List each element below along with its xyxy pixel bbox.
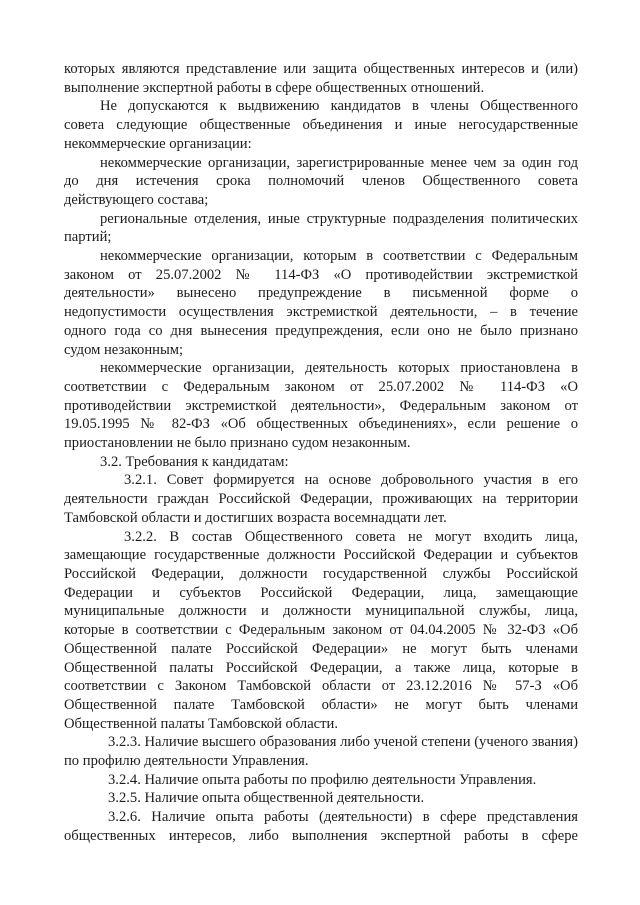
- text-line-16: судом незаконным;: [64, 341, 184, 358]
- text-line-38: по профилю деятельности Управления.: [64, 753, 309, 770]
- text-line-26: 3.2.2. В состав Общественного совета не могут входить лица,: [124, 528, 578, 545]
- text-line-15: одного года со дня вынесения предупреждения, если оно не было признано: [64, 322, 578, 339]
- text-line-21: приостановлении не было признано судом незаконным.: [64, 435, 411, 452]
- text-line-7: до дня истечения срока полномочий членов Общественного совета: [64, 173, 578, 190]
- text-line-32: Общественной палате Российской Федерации» не могут быть членами: [64, 640, 578, 657]
- text-line-36: Общественной палаты Тамбовской области.: [64, 715, 338, 732]
- text-line-33: Общественной палаты Российской Федерации, а также лица, которые в: [64, 659, 578, 676]
- text-line-13: деятельности» вынесено предупреждение в письменной форме о: [64, 285, 578, 302]
- text-line-6: некоммерческие организации, зарегистрированные менее чем за один год: [100, 154, 578, 171]
- text-line-39: 3.2.4. Наличие опыта работы по профилю деятельности Управления.: [108, 771, 537, 788]
- text-line-42: общественных интересов, либо выполнения экспертной работы в сфере: [64, 827, 578, 844]
- text-line-17: некоммерческие организации, деятельность которых приостановлена в: [100, 360, 578, 377]
- text-line-27: замещающие государственные должности Российской Федерации и субъектов: [64, 547, 578, 564]
- text-line-18: соответствии с Федеральным законом от 25.07.2002 № 114-ФЗ «О: [64, 378, 578, 395]
- text-line-30: муниципальные должности и должности муниципальной службы, лица,: [64, 603, 578, 620]
- text-line-19: противодействии экстремисткой деятельности», Федеральным законом от: [64, 397, 578, 414]
- text-line-25: Тамбовской области и достигших возраста восемнадцати лет.: [64, 509, 447, 526]
- text-line-41: 3.2.6. Наличие опыта работы (деятельности) в сфере представления: [108, 809, 578, 826]
- text-line-20: 19.05.1995 № 82-ФЗ «Об общественных объединениях», если решение о: [64, 416, 578, 433]
- text-line-23: 3.2.1. Совет формируется на основе добровольного участия в его: [124, 472, 578, 489]
- text-line-9: региональные отделения, иные структурные подразделения политических: [100, 210, 578, 227]
- text-line-37: 3.2.3. Наличие высшего образования либо ученой степени (ученого звания): [108, 734, 578, 751]
- text-line-22: 3.2. Требования к кандидатам:: [100, 453, 289, 470]
- text-line-5: некоммерческие организации:: [64, 135, 252, 152]
- text-line-40: 3.2.5. Наличие опыта общественной деятельности.: [108, 790, 425, 807]
- text-line-12: законом от 25.07.2002 № 114-ФЗ «О противодействии экстремисткой: [64, 266, 578, 283]
- text-line-8: действующего состава;: [64, 191, 209, 208]
- text-line-14: недопустимости осуществления экстремисткой деятельности, – в течение: [64, 304, 578, 321]
- text-line-10: партий;: [64, 229, 112, 246]
- text-line-34: соответствии с Законом Тамбовской области от 23.12.2016 № 57-З «Об: [64, 678, 578, 695]
- text-line-1: которых являются представление или защита общественных интересов и (или): [64, 61, 578, 77]
- text-line-29: Федерации и субъектов Российской Федерации, лица, замещающие: [64, 584, 578, 601]
- text-line-35: Общественной палате Тамбовской области» не могут быть членами: [64, 696, 578, 713]
- text-line-28: Российской Федерации, должности государственной службы Российской: [64, 565, 578, 582]
- text-line-24: деятельности граждан Российской Федерации, проживающих на территории: [64, 491, 578, 508]
- text-line-11: некоммерческие организации, которым в соответствии с Федеральным: [100, 248, 578, 265]
- text-line-3: Не допускаются к выдвижению кандидатов в члены Общественного: [100, 98, 578, 115]
- text-line-31: которые в соответствии с Федеральным законом от 04.04.2005 № 32-ФЗ «Об: [64, 622, 578, 639]
- text-line-4: совета следующие общественные объединения и иные негосударственные: [64, 117, 578, 134]
- text-line-2: выполнение экспертной работы в сфере общественных отношений.: [64, 79, 485, 96]
